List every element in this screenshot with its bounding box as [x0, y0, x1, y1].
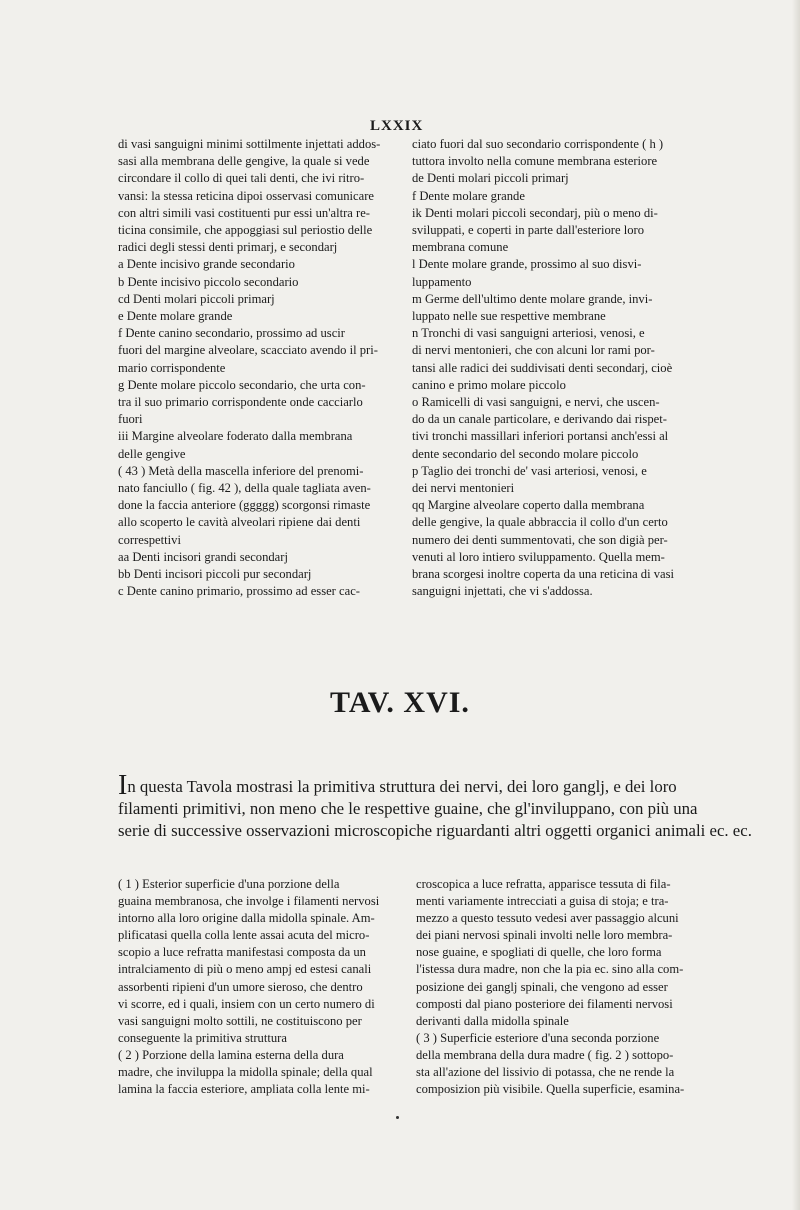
text-line: sviluppati, e coperti in parte dall'esteriore loro [412, 223, 645, 238]
text-line: a Dente incisivo grande secondario [118, 257, 295, 272]
text-line: vasi sanguigni molto sottili, ne costituiscono per [118, 1013, 362, 1028]
text-line: posizione dei ganglj spinali, che vengono ad esser [416, 979, 668, 994]
page-edge-shadow [792, 0, 800, 1210]
text-line: bb Denti incisori piccoli pur secondarj [118, 567, 312, 582]
text-line: composti dal piano posteriore dei filamenti nervosi [416, 996, 673, 1011]
text-line: dei nervi mentonieri [412, 481, 515, 496]
intro-line [118, 770, 702, 801]
column-left-lower [118, 876, 402, 1098]
column-left-upper [118, 136, 400, 600]
text-line: dente secondario del secondo molare piccolo [412, 446, 639, 461]
text-line: di nervi mentonieri, che con alcuni lor rami por- [412, 343, 655, 358]
text-line: croscopica a luce refratta, apparisce tessuta di fila- [416, 877, 671, 891]
text-line: do da un canale particolare, e derivando dai rispet- [412, 412, 667, 427]
text-line: numero dei denti summentovati, che son digià per- [412, 532, 668, 547]
text-line: membrana comune [412, 240, 509, 255]
text-line: vansi: la stessa reticina dipoi osservasi comunicare [118, 188, 374, 203]
text-line: plificatasi quella colla lente assai acuta del micro- [118, 928, 370, 943]
text-line: tuttora involto nella comune membrana esteriore [412, 154, 658, 169]
text-line: b Dente incisivo piccolo secondario [118, 274, 299, 289]
text-line: tansi alle radici dei suddivisati denti secondarj, cioè [412, 360, 673, 375]
text-line: c Dente canino primario, prossimo ad esser cac- [118, 584, 360, 599]
text-line: iii Margine alveolare foderato dalla membrana [118, 429, 353, 444]
text-line: ik Denti molari piccoli secondarj, più o meno di- [412, 205, 658, 220]
intro-line-text: n questa Tavola mostrasi la primitiva struttura dei nervi, dei loro ganglj, e dei loro [127, 777, 677, 796]
text-line: l Dente molare grande, prossimo al suo disvi- [412, 257, 642, 272]
text-line: g Dente molare piccolo secondario, che urta con- [118, 377, 366, 392]
text-line: nose guaine, e spogliati di quelle, che loro forma [416, 945, 662, 960]
intro-line: serie di successive osservazioni microscopiche riguardanti altri oggetti organici animali ec. ec. [118, 821, 752, 840]
text-line: qq Margine alveolare coperto dalla membrana [412, 498, 645, 513]
text-line: assorbenti ripieni d'un umore sieroso, che dentro [118, 979, 363, 994]
text-line: nato fanciullo ( fig. 42 ), della quale tagliata aven- [118, 481, 371, 496]
plate-introduction [118, 770, 752, 842]
text-line: scopio a luce refratta manifestasi composta da un [118, 945, 366, 960]
text-line: guaina membranosa, che involge i filamenti nervosi [118, 894, 380, 909]
plate-title: TAV. XVI. [330, 686, 470, 719]
text-line: de Denti molari piccoli primarj [412, 171, 569, 186]
text-line: lamina la faccia esteriore, ampliata colla lente mi- [118, 1082, 370, 1097]
text-line: fuori [118, 412, 143, 427]
text-line: ciato fuori dal suo secondario corrispondente ( h ) [412, 137, 664, 151]
text-line: madre, che inviluppa la midolla spinale; della qual [118, 1065, 373, 1080]
text-line: vi scorre, ed i quali, insiem con un certo numero di [118, 996, 375, 1011]
text-line: mezzo a questo tessuto vedesi aver passaggio alcuni [416, 911, 679, 926]
text-line: cd Denti molari piccoli primarj [118, 291, 275, 306]
text-line: ( 3 ) Superficie esteriore d'una seconda porzione [416, 1030, 660, 1045]
text-line: intralciamento di più o meno ampj ed estesi canali [118, 962, 372, 977]
text-line: brana scorgesi inoltre coperta da una reticina di vasi [412, 567, 675, 582]
text-line: conseguente la primitiva struttura [118, 1030, 287, 1045]
text-line: con altri simili vasi costituenti pur essi un'altra re- [118, 205, 370, 220]
text-line: derivanti dalla midolla spinale [416, 1013, 569, 1028]
text-line: intorno alla loro origine dalla midolla spinale. Am- [118, 911, 375, 926]
text-line: ticina consimile, che appoggiasi sul periostio delle [118, 223, 373, 238]
text-line: allo scoperto le cavità alveolari ripiene dai denti [118, 515, 361, 530]
text-line: n Tronchi di vasi sanguigni arteriosi, venosi, e [412, 326, 645, 341]
text-line: ( 43 ) Metà della mascella inferiore del prenomi- [118, 463, 364, 478]
text-line: correspettivi [118, 532, 181, 547]
text-line: circondare il collo di quei tali denti, che ivi ritro- [118, 171, 365, 186]
text-line: tra il suo primario corrispondente onde cacciarlo [118, 395, 363, 410]
text-line: tivi tronchi massillari inferiori portansi anch'essi al [412, 429, 669, 444]
ink-speck [396, 1116, 399, 1119]
column-right-upper [412, 136, 700, 600]
text-line: di vasi sanguigni minimi sottilmente injettati addos- [118, 137, 381, 151]
text-line: f Dente canino secondario, prossimo ad uscir [118, 326, 345, 341]
text-line: sta all'azione del lissivio di potassa, che ne rende la [416, 1065, 675, 1080]
text-line: m Germe dell'ultimo dente molare grande, invi- [412, 291, 653, 306]
text-line: l'istessa dura madre, non che la pia ec. sino alla com- [416, 962, 684, 977]
text-line: della membrana della dura madre ( fig. 2 ) sottopo- [416, 1047, 674, 1062]
text-line: fuori del margine alveolare, scacciato avendo il pri- [118, 343, 378, 358]
text-line: o Ramicelli di vasi sanguigni, e nervi, che uscen- [412, 395, 660, 410]
text-line: menti variamente intrecciati a guisa di stoja; e tra- [416, 894, 669, 909]
text-line: delle gengive, la quale abbraccia il collo d'un certo [412, 515, 668, 530]
page-number: LXXIX [370, 118, 424, 134]
drop-capital: I [118, 770, 128, 801]
text-line: p Taglio dei tronchi de' vasi arteriosi, venosi, e [412, 463, 647, 478]
text-line: done la faccia anteriore (ggggg) scorgonsi rimaste [118, 498, 371, 513]
column-right-lower [416, 876, 702, 1098]
text-line: radici degli stessi denti primarj, e secondarj [118, 240, 338, 255]
text-line: aa Denti incisori grandi secondarj [118, 549, 288, 564]
text-line: luppato nelle sue respettive membrane [412, 309, 606, 324]
text-line: luppamento [412, 274, 472, 289]
text-line: venuti al loro intiero sviluppamento. Quella mem- [412, 549, 665, 564]
text-line: ( 1 ) Esterior superficie d'una porzione della [118, 877, 340, 891]
text-line: ( 2 ) Porzione della lamina esterna della dura [118, 1047, 344, 1062]
intro-line: filamenti primitivi, non meno che le respettive guaine, che gl'inviluppano, con più una [118, 799, 698, 818]
text-line: sasi alla membrana delle gengive, la quale si vede [118, 154, 370, 169]
text-line: composizion più visibile. Quella superficie, esamina- [416, 1082, 685, 1097]
text-line: e Dente molare grande [118, 309, 233, 324]
text-line: canino e primo molare piccolo [412, 377, 566, 392]
text-line: delle gengive [118, 446, 186, 461]
text-line: mario corrispondente [118, 360, 226, 375]
text-line: f Dente molare grande [412, 188, 525, 203]
text-line: sanguigni injettati, che vi s'addossa. [412, 584, 593, 599]
text-line: dei piani nervosi spinali involti nelle loro membra- [416, 928, 673, 943]
